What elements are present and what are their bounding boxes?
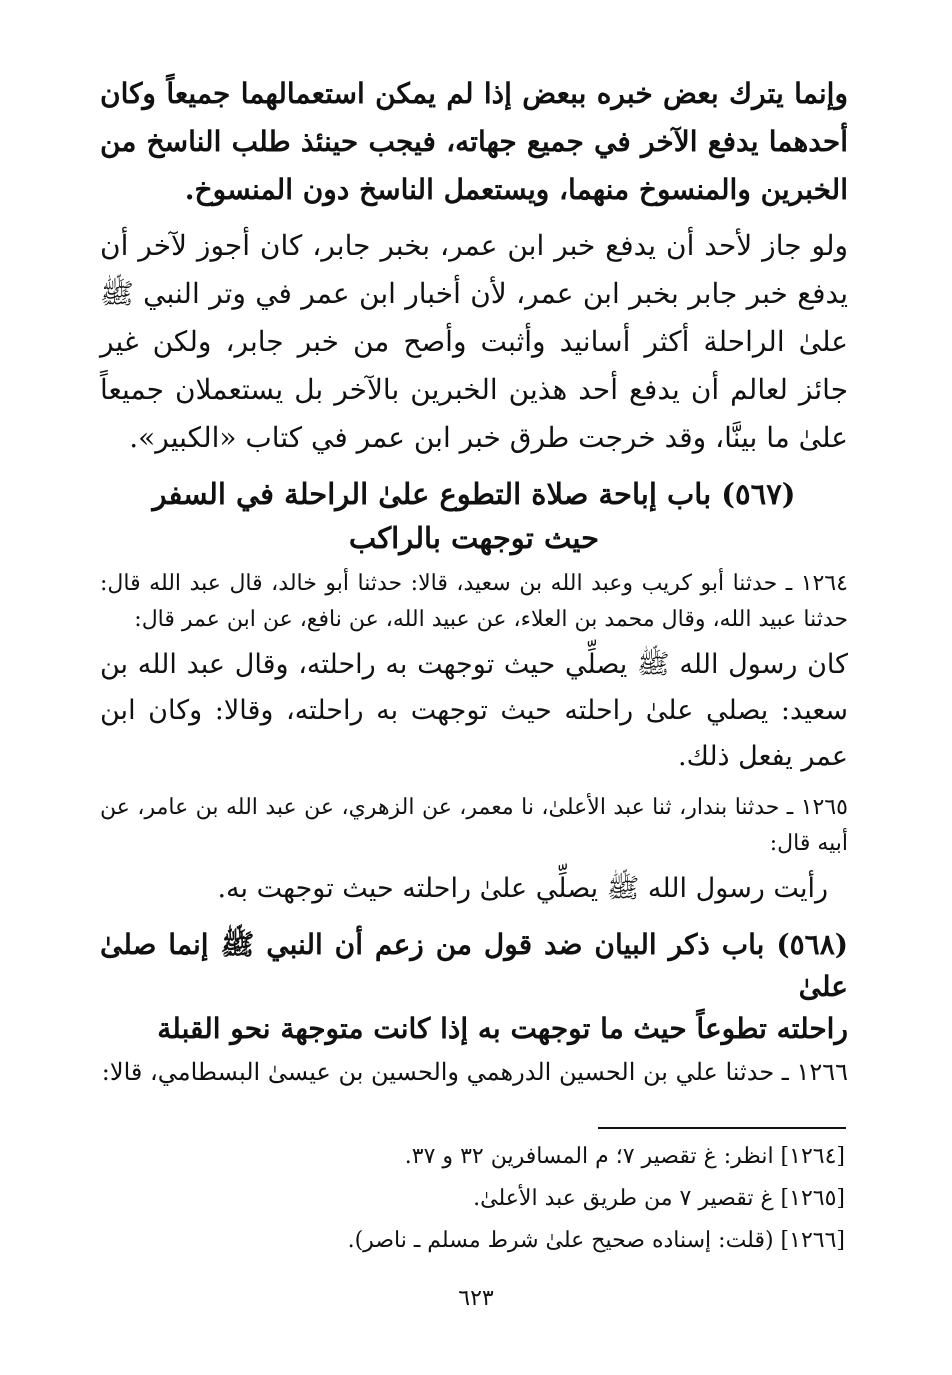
chapter-568-subtitle: راحلته تطوعاً حيث ما توجهت به إذا كانت متوجهة نحو القبلة [157, 1012, 848, 1045]
chapter-568-title: (٥٦٨) باب ذكر البيان ضد قول من زعم أن النبي ﷺ إنما صلىٰ علىٰ [100, 928, 848, 1003]
chapter-568-heading [100, 924, 848, 1050]
footnotes [100, 1136, 845, 1262]
page-body [100, 70, 848, 1094]
chapter-567-title: (٥٦٧) باب إباحة صلاة التطوع علىٰ الراحلة في السفر [152, 477, 796, 511]
hadith-1266-isnad: ١٢٦٦ ـ حدثنا علي بن الحسين الدرهمي والحسين بن عيسىٰ البسطامي، قالا: [101, 1058, 848, 1086]
footnote-1265: [١٢٦٥] غ تقصير ٧ من طريق عبد الأعلىٰ. [473, 1186, 845, 1211]
chapter-567-heading [100, 472, 848, 560]
hadith-1265-isnad: ١٢٦٥ ـ حدثنا بندار، ثنا عبد الأعلىٰ، نا معمر، عن الزهري، عن عبد الله بن عامر، عن أبيه قال: [100, 795, 848, 856]
paragraph-2: ولو جاز لأحد أن يدفع خبر ابن عمر، بخبر جابر، كان أجوز لآخر أن يدفع خبر جابر بخبر ابن عمر، لأن أخبار ابن عمر في وتر النبي ﷺ علىٰ الراحلة أكثر أسانيد وأثبت وأصح من خبر جابر، ولكن غير جائز لعالم أن يدفع أحد هذين الخبرين بالآخر بل يستعملان جميعاً علىٰ ما بينَّا، وقد خرجت طرق خبر ابن عمر في كتاب «الكبير». [100, 229, 848, 454]
footnote-divider [598, 1127, 846, 1129]
paragraph-1: وإنما يترك بعض خبره ببعض إذا لم يمكن استعمالهما جميعاً وكان أحدهما يدفع الآخر في جميع جهاته، فيجب حينئذ طلب الناسخ من الخبرين والمنسوخ منهما، ويستعمل الناسخ دون المنسوخ. [100, 77, 848, 206]
footnote-1266: [١٢٦٦] (قلت: إسناده صحيح علىٰ شرط مسلم ـ ناصر). [347, 1228, 845, 1253]
hadith-1265-matn: رأيت رسول الله ﷺ يصلِّي علىٰ راحلته حيث توجهت به. [217, 873, 828, 904]
chapter-567-subtitle: حيث توجهت بالراكب [348, 521, 600, 555]
page-number: ٦٢٣ [458, 1286, 494, 1311]
hadith-1264-matn: كان رسول الله ﷺ يصلِّي حيث توجهت به راحلته، وقال عبد الله بن سعيد: يصلي علىٰ راحلته حيث توجهت به راحلته، وقالا: وكان ابن عمر يفعل ذلك. [100, 649, 848, 772]
footnote-1264: [١٢٦٤] انظر: غ تقصير ٧؛ م المسافرين ٣٢ و ٣٧. [404, 1144, 845, 1169]
hadith-1264-isnad: ١٢٦٤ ـ حدثنا أبو كريب وعبد الله بن سعيد، قالا: حدثنا أبو خالد، قال عبد الله قال: حدثنا عبيد الله، وقال محمد بن العلاء، عن عبيد الله، عن نافع، عن ابن عمر قال: [100, 571, 848, 632]
